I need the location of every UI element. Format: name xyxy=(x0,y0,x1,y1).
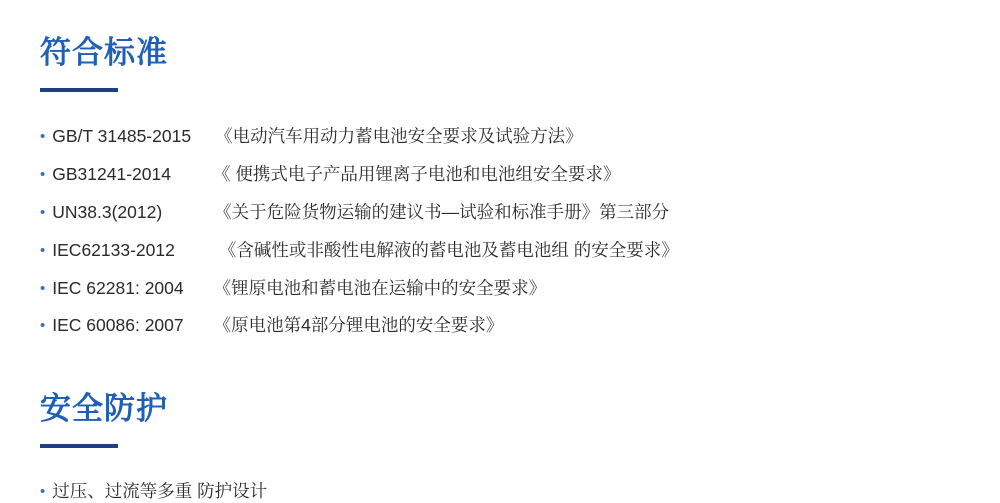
standard-title: 《 便携式电子产品用锂离子电池和电池组安全要求》 xyxy=(212,163,621,184)
section-title-safety: 安全防护 xyxy=(40,391,168,426)
bullet-icon: • xyxy=(40,203,46,221)
list-item xyxy=(40,478,268,501)
standard-title: 《含碱性或非酸性电解液的蓄电池及蓄电池组 的安全要求》 xyxy=(218,239,679,260)
standard-code: UN38.3(2012) xyxy=(52,201,163,222)
list-item xyxy=(40,202,960,224)
page-title: 符合标准 xyxy=(40,35,168,70)
bullet-icon: • xyxy=(40,317,46,335)
bullet-icon: • xyxy=(40,165,46,183)
standard-title: 《锂原电池和蓄电池在运输中的安全要求》 xyxy=(213,277,547,298)
bullet-icon: • xyxy=(40,128,46,146)
standard-code: IEC 60086: 2007 xyxy=(52,315,184,336)
standard-title: 《电动汽车用动力蓄电池安全要求及试验方法》 xyxy=(215,126,583,147)
section-compliance-standards xyxy=(40,0,960,337)
list-item xyxy=(40,164,960,186)
standard-title: 《原电池第4部分锂电池的安全要求》 xyxy=(213,315,504,336)
standard-title: 《关于危险货物运输的建议书—试验和标准手册》第三部分 xyxy=(214,201,670,222)
list-item xyxy=(40,126,960,148)
standard-code: GB/T 31485-2015 xyxy=(52,126,192,147)
section-safety-protection xyxy=(40,392,168,448)
heading-underline-rule xyxy=(40,88,118,92)
list-item xyxy=(40,278,960,300)
standard-code: IEC62133-2012 xyxy=(52,239,175,260)
safety-feature-text: 过压、过流等多重 防护设计 xyxy=(52,481,268,501)
heading-underline-rule xyxy=(40,444,118,448)
standards-list xyxy=(40,126,960,337)
list-item xyxy=(40,315,960,337)
standard-code: GB31241-2014 xyxy=(52,163,171,184)
standard-code: IEC 62281: 2004 xyxy=(52,277,184,298)
bullet-icon: • xyxy=(40,279,46,297)
list-item xyxy=(40,240,960,262)
bullet-icon: • xyxy=(40,241,46,259)
bullet-icon: • xyxy=(40,483,46,500)
